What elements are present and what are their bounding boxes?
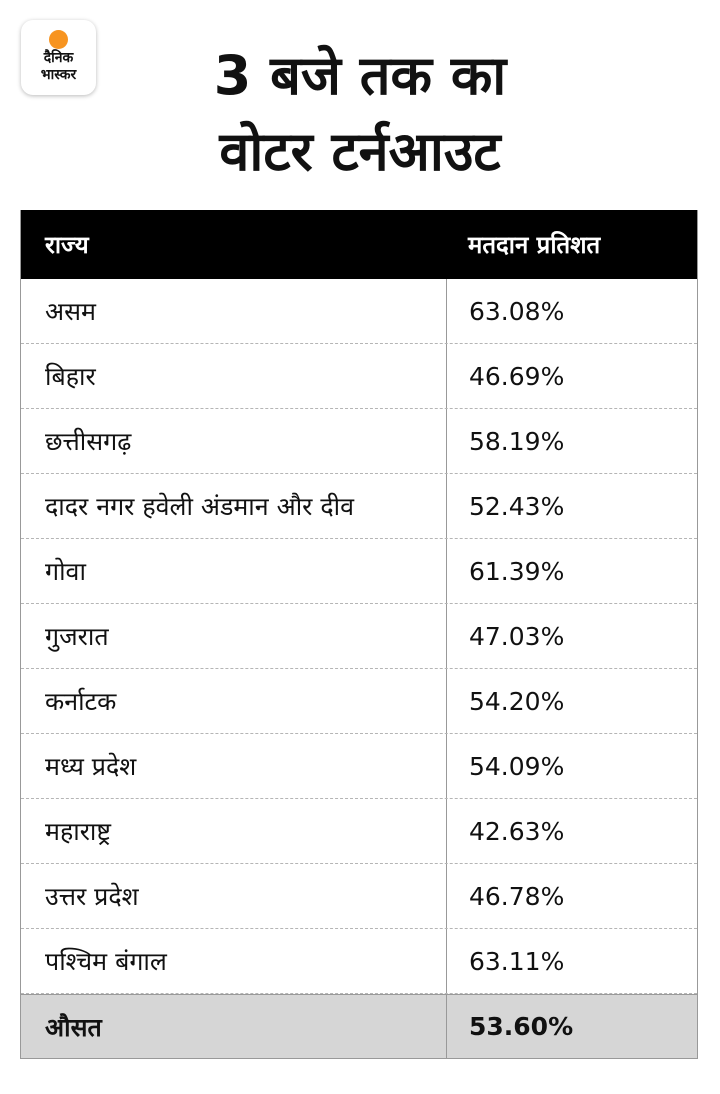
- header-percent: मतदान प्रतिशत: [468, 231, 601, 259]
- table-row: [21, 604, 697, 669]
- turnout-percent: 46.78%: [446, 864, 698, 928]
- headline-line-1: 3 बजे तक का: [213, 44, 507, 107]
- state-name: कर्नाटक: [45, 687, 117, 716]
- state-name: पश्चिम बंगाल: [45, 947, 167, 976]
- turnout-percent: 63.11%: [446, 929, 698, 993]
- turnout-percent: 63.08%: [446, 279, 698, 343]
- table-row: [21, 474, 697, 539]
- table-row: [21, 734, 697, 799]
- state-name: असम: [45, 297, 96, 326]
- state-name: उत्तर प्रदेश: [45, 882, 139, 911]
- table-row: [21, 669, 697, 734]
- average-percent: 53.60%: [446, 995, 698, 1058]
- average-row: [21, 994, 697, 1058]
- header-state: राज्य: [45, 231, 89, 259]
- table-row: [21, 279, 697, 344]
- state-name: दादर नगर हवेली अंडमान और दीव: [45, 492, 354, 521]
- state-name: मध्य प्रदेश: [45, 752, 137, 781]
- turnout-percent: 42.63%: [446, 799, 698, 863]
- logo-text-line-2: भास्कर: [40, 67, 77, 83]
- state-name: गुजरात: [45, 622, 109, 651]
- headline-line-2: वोटर टर्नआउट: [219, 120, 501, 183]
- turnout-percent: 46.69%: [446, 344, 698, 408]
- table-row: [21, 409, 697, 474]
- voter-turnout-table: [20, 210, 698, 1059]
- turnout-percent: 47.03%: [446, 604, 698, 668]
- sun-dot-icon: [49, 30, 68, 49]
- table-row: [21, 799, 697, 864]
- average-label: औसत: [45, 1012, 102, 1042]
- table-row: [21, 344, 697, 409]
- table-row: [21, 929, 697, 994]
- state-name: बिहार: [45, 362, 96, 391]
- state-name: महाराष्ट्र: [45, 817, 112, 846]
- table-row: [21, 539, 697, 604]
- dainik-bhaskar-logo: [21, 20, 96, 95]
- turnout-percent: 61.39%: [446, 539, 698, 603]
- state-name: गोवा: [45, 557, 86, 586]
- logo-text-line-1: दैनिक: [43, 50, 74, 66]
- turnout-percent: 52.43%: [446, 474, 698, 538]
- table-header-row: [21, 210, 697, 279]
- turnout-percent: 54.09%: [446, 734, 698, 798]
- turnout-percent: 58.19%: [446, 409, 698, 473]
- state-name: छत्तीसगढ़: [45, 427, 132, 456]
- turnout-percent: 54.20%: [446, 669, 698, 733]
- table-row: [21, 864, 697, 929]
